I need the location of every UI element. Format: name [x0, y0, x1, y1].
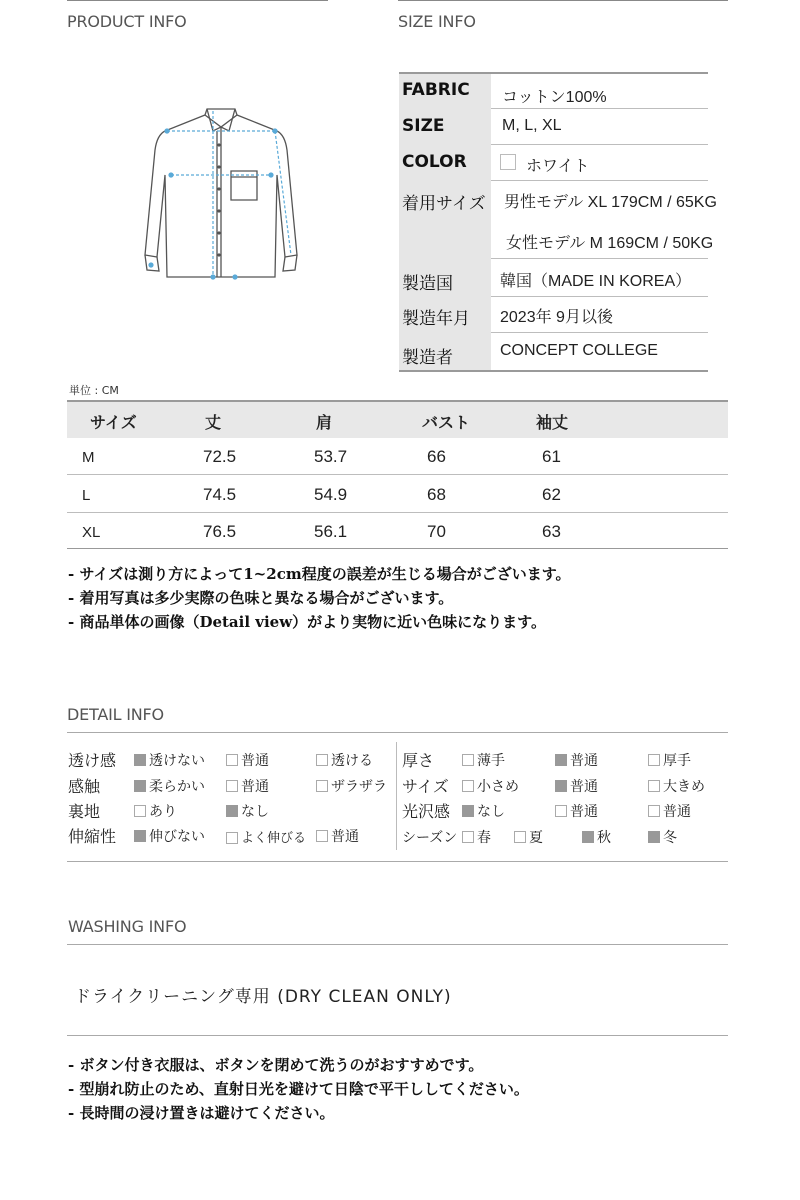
detail-label-lining: 裏地	[68, 802, 101, 821]
table-cell: 53.7	[314, 447, 348, 466]
detail-label-transparency: 透け感	[68, 751, 117, 770]
row-divider	[491, 108, 708, 109]
row-divider	[67, 512, 728, 513]
detail-option: よく伸びる	[226, 827, 306, 846]
measure-bottom-rule	[67, 548, 728, 549]
detail-label-stretch: 伸縮性	[68, 827, 117, 846]
color-swatch-white	[500, 154, 516, 170]
wash-note-3: - 長時間の浸け置きは避けてください。	[68, 1104, 335, 1122]
date-label: 製造年月	[402, 309, 470, 329]
header-shoulder: 肩	[316, 413, 333, 432]
detail-option: なし	[226, 801, 269, 821]
date-value: 2023年 9月以後	[500, 309, 613, 326]
maker-label: 製造者	[402, 348, 453, 368]
detail-option: 冬	[648, 827, 677, 847]
detail-label-gloss: 光沢感	[402, 802, 451, 821]
washing-top-rule	[67, 944, 728, 945]
table-cell: 76.5	[203, 522, 237, 541]
header-bust: バスト	[422, 413, 471, 432]
size-label: SIZE	[402, 116, 445, 136]
color-label: COLOR	[402, 152, 467, 172]
detail-option: 普通	[648, 801, 691, 821]
table-cell: XL	[82, 524, 101, 541]
top-rule-right	[398, 0, 728, 1]
wash-note-2: - 型崩れ防止のため、直射日光を避けて日陰で平干ししてください。	[68, 1080, 529, 1098]
size-note-2: - 着用写真は多少実際の色味と異なる場合がございます。	[68, 589, 454, 607]
detail-option: 透ける	[316, 750, 373, 770]
table-cell: 62	[542, 485, 561, 504]
table-cell: 56.1	[314, 522, 348, 541]
row-divider	[491, 332, 708, 333]
detail-option: 普通	[226, 776, 269, 796]
detail-option: 大きめ	[648, 776, 705, 796]
detail-option: 普通	[316, 826, 359, 846]
detail-option: 秋	[582, 827, 611, 847]
detail-info-title: DETAIL INFO	[67, 705, 164, 724]
washing-info-title: WASHING INFO	[68, 917, 187, 936]
row-divider	[491, 180, 708, 181]
detail-option: 薄手	[462, 750, 505, 770]
size-info-title: SIZE INFO	[398, 12, 476, 31]
detail-option: 柔らかい	[134, 776, 205, 796]
model-size-label: 着用サイズ	[402, 194, 486, 214]
row-divider	[491, 144, 708, 145]
origin-value: 韓国（MADE IN KOREA）	[500, 273, 692, 290]
table-cell: 54.9	[314, 485, 348, 504]
model-male-value: 男性モデル XL 179CM / 65KG	[504, 194, 717, 211]
table-cell: 68	[427, 485, 446, 504]
detail-option: 春	[462, 827, 491, 847]
detail-option: 伸びない	[134, 826, 205, 846]
detail-label-texture: 感触	[68, 777, 101, 796]
header-length: 丈	[205, 413, 222, 432]
table-cell: L	[82, 487, 91, 504]
detail-label-season: シーズン	[402, 830, 458, 846]
top-rule-left	[67, 0, 328, 1]
detail-bottom-rule	[67, 861, 728, 862]
maker-value: CONCEPT COLLEGE	[500, 342, 658, 359]
table-cell: 70	[427, 522, 446, 541]
table-cell: 66	[427, 447, 446, 466]
size-note-1: - サイズは測り方によって1~2cm程度の誤差が生じる場合がございます。	[68, 565, 571, 583]
color-value: ホワイト	[526, 158, 590, 175]
header-size: サイズ	[90, 413, 137, 432]
size-note-3: - 商品単体の画像（Detail view）がより実物に近い色味になります。	[68, 613, 546, 631]
washing-bottom-rule	[67, 1035, 728, 1036]
washing-instruction: ドライクリーニング専用 (DRY CLEAN ONLY)	[74, 987, 452, 1007]
header-sleeve: 袖丈	[536, 413, 569, 432]
model-female-value: 女性モデル M 169CM / 50KG	[506, 235, 714, 252]
wash-note-1: - ボタン付き衣服は、ボタンを閉めて洗うのがおすすめです。	[68, 1056, 484, 1074]
detail-option: 夏	[514, 827, 543, 847]
detail-option: 小さめ	[462, 776, 519, 796]
table-cell: 63	[542, 522, 561, 541]
row-divider	[491, 296, 708, 297]
detail-option: 透けない	[134, 750, 205, 770]
table-cell: 72.5	[203, 447, 237, 466]
table-cell: M	[82, 449, 95, 466]
detail-option: 厚手	[648, 750, 691, 770]
detail-option: ザラザラ	[316, 776, 387, 796]
fabric-label: FABRIC	[402, 80, 470, 100]
product-info-title: PRODUCT INFO	[67, 12, 187, 31]
row-divider	[491, 258, 708, 259]
shirt-illustration	[135, 105, 310, 285]
unit-label: 単位 : CM	[69, 384, 119, 397]
row-divider	[67, 474, 728, 475]
measure-header-row	[67, 402, 728, 438]
table-cell: 61	[542, 447, 561, 466]
detail-option: 普通	[226, 750, 269, 770]
detail-label-thickness: 厚さ	[402, 751, 435, 770]
origin-label: 製造国	[402, 274, 453, 294]
size-info-bottom-rule	[399, 370, 708, 372]
detail-option: なし	[462, 801, 505, 821]
detail-option: あり	[134, 801, 177, 821]
detail-option: 普通	[555, 801, 598, 821]
detail-divider	[396, 742, 397, 850]
detail-label-fit: サイズ	[402, 777, 449, 796]
fabric-value: コットン100%	[502, 89, 607, 106]
detail-top-rule	[67, 732, 728, 733]
detail-option: 普通	[555, 750, 598, 770]
table-cell: 74.5	[203, 485, 237, 504]
size-value: M, L, XL	[502, 117, 562, 134]
detail-option: 普通	[555, 776, 598, 796]
